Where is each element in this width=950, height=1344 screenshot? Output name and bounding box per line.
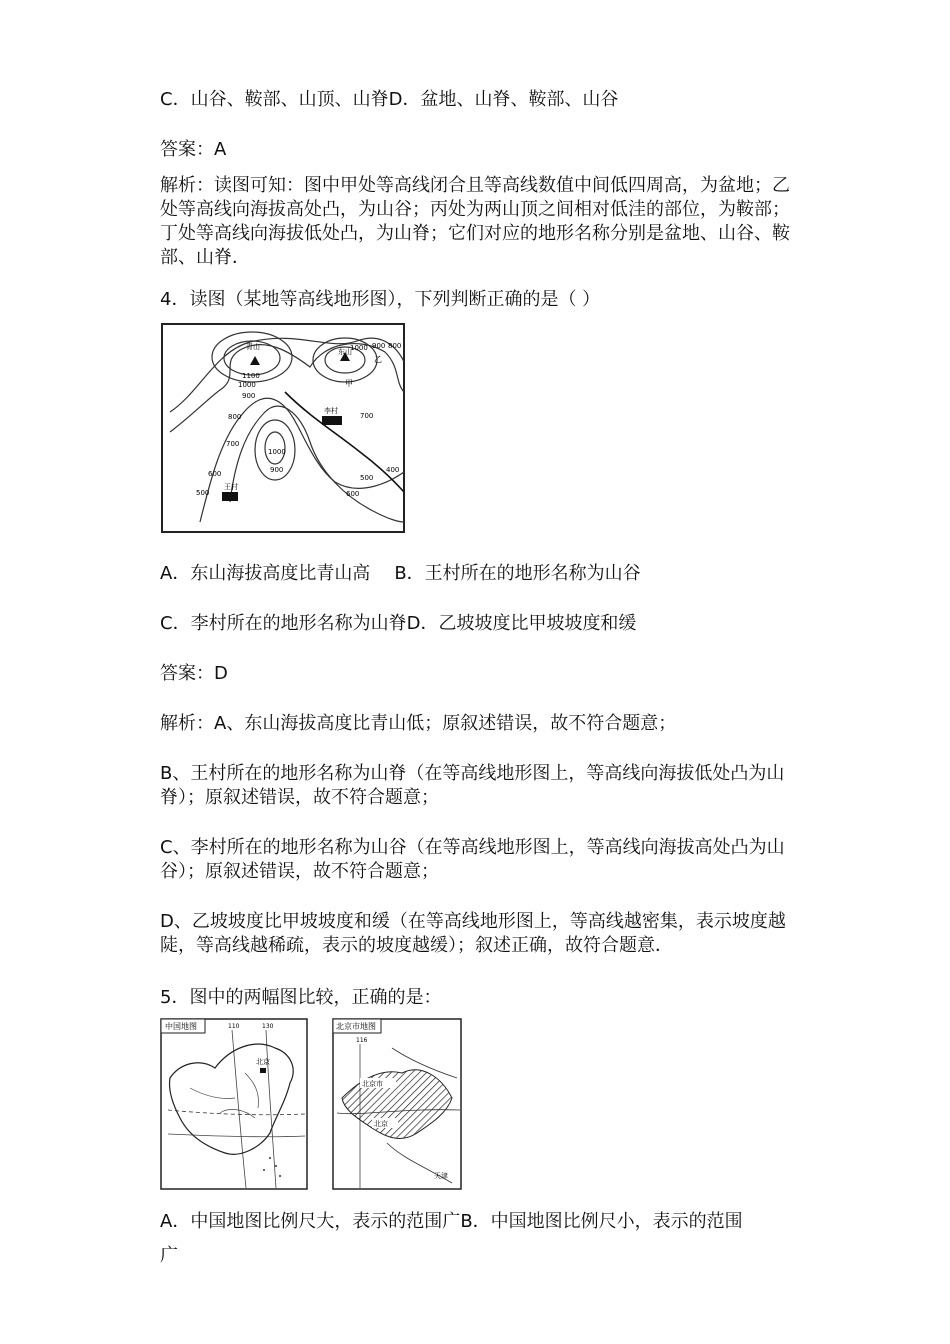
q4-option-b: B．王村所在的地形名称为山谷 — [394, 563, 641, 584]
q4-option-d: D．乙坡坡度比甲坡坡度和缓 — [406, 613, 637, 634]
contour-value: 900 — [242, 392, 256, 400]
q4-analysis-d: D、乙坡坡度比甲坡坡度和缓（在等高线地形图上，等高线越密集，表示坡度越陡，等高线越稀疏，表示的坡度越缓）；叙述正确，故符合题意． — [160, 911, 786, 956]
contour-value: 700 — [360, 412, 374, 420]
peak-dongshan-label: 东山 — [338, 348, 352, 356]
q4-stem: 4．读图（某地等高线地形图），下列判断正确的是（ ） — [160, 289, 601, 310]
q4-analysis-a: 解析：A、东山海拔高度比青山低；原叙述错误，故不符合题意； — [160, 713, 677, 734]
q3-option-c: C．山谷、鞍部、山顶、山脊 — [160, 89, 389, 110]
village-li-marker — [322, 416, 342, 425]
contour-value: 400 — [386, 466, 400, 474]
island-dot — [275, 1165, 277, 1167]
q3-answer: 答案：A — [160, 139, 227, 160]
contour-value: 1100 — [242, 372, 260, 380]
contour-value: 900 — [270, 466, 284, 474]
village-wang-marker — [222, 492, 238, 501]
island-dot — [269, 1157, 271, 1159]
contour-map — [160, 322, 406, 534]
q4-answer: 答案：D — [160, 663, 228, 684]
beijing-map-label-city: 北京市 — [362, 1080, 383, 1088]
q4-analysis-b: B、王村所在的地形名称为山脊（在等高线地形图上，等高线向海拔低处凸为山脊）；原叙述错误，故不符合题意； — [160, 763, 785, 808]
china-map-beijing-label: 北京 — [256, 1058, 270, 1066]
q5-option-b-wrap: 广 — [160, 1245, 178, 1266]
contour-value: 900 — [372, 342, 386, 350]
beijing-map-label-tianjin: 天津 — [434, 1172, 448, 1180]
contour-value: 600 — [346, 490, 360, 498]
village-wang-label: 王村 — [224, 483, 238, 491]
q4-analysis-c: C、李村所在的地形名称为山谷（在等高线地形图上，等高线向海拔高处凸为山谷）；原叙述错误，故不符合题意； — [160, 837, 785, 882]
q4-option-c: C．李村所在的地形名称为山脊 — [160, 613, 407, 634]
q4-options-cd — [160, 612, 800, 636]
contour-value: 800 — [228, 413, 242, 421]
contour-value: 500 — [360, 474, 374, 482]
q5-stem: 5．图中的两幅图比较，正确的是： — [160, 987, 442, 1008]
contour-value: 1000 — [238, 381, 256, 389]
q4-options-ab — [160, 562, 800, 586]
slope-jia-label: 甲 — [345, 379, 353, 388]
beijing-map-title: 北京市地图 — [336, 1022, 376, 1031]
beijing-marker — [260, 1068, 266, 1073]
q3-option-d: D．盆地、山脊、鞍部、山谷 — [388, 89, 619, 110]
contour-value: 600 — [208, 470, 222, 478]
contour-value: 700 — [226, 440, 240, 448]
contour-value: 800 — [388, 342, 402, 350]
island-dot — [263, 1169, 265, 1171]
contour-value: 1000 — [350, 344, 368, 352]
china-map-lon2: 130 — [262, 1023, 274, 1030]
beijing-map — [332, 1018, 462, 1190]
q4-option-a: A．东山海拔高度比青山高 — [160, 563, 371, 584]
q3-options-cd — [160, 88, 800, 112]
q5-option-a: A．中国地图比例尺大，表示的范围广 — [160, 1211, 461, 1232]
q5-option-b-first: B．中国地图比例尺小，表示的范围 — [460, 1211, 743, 1232]
contour-value: 1000 — [268, 448, 286, 456]
beijing-map-label-center: 北京 — [374, 1120, 388, 1128]
china-map-title: 中国地图 — [165, 1022, 197, 1031]
china-map-lon1: 110 — [228, 1023, 240, 1030]
island-dot — [279, 1175, 281, 1177]
q3-analysis: 解析：读图可知：图中甲处等高线闭合且等高线数值中间低四周高，为盆地；乙处等高线向海拔高处凸，为山谷；丙处为两山顶之间相对低洼的部位，为鞍部；丁处等高线向海拔低处凸，为山脊；它们对应的地形名称分别是盆地、山谷、鞍部、山脊． — [160, 175, 790, 268]
peak-qingshan-label: 青山 — [246, 343, 260, 351]
village-li-label: 李村 — [324, 407, 338, 415]
contour-map-frame — [162, 324, 404, 532]
q5-options-ab — [160, 1210, 800, 1234]
contour-value: 500 — [196, 489, 210, 497]
slope-yi-label: 乙 — [374, 355, 382, 364]
china-map-frame — [161, 1019, 307, 1189]
china-map — [160, 1018, 308, 1190]
beijing-map-lon: 116 — [356, 1037, 368, 1044]
